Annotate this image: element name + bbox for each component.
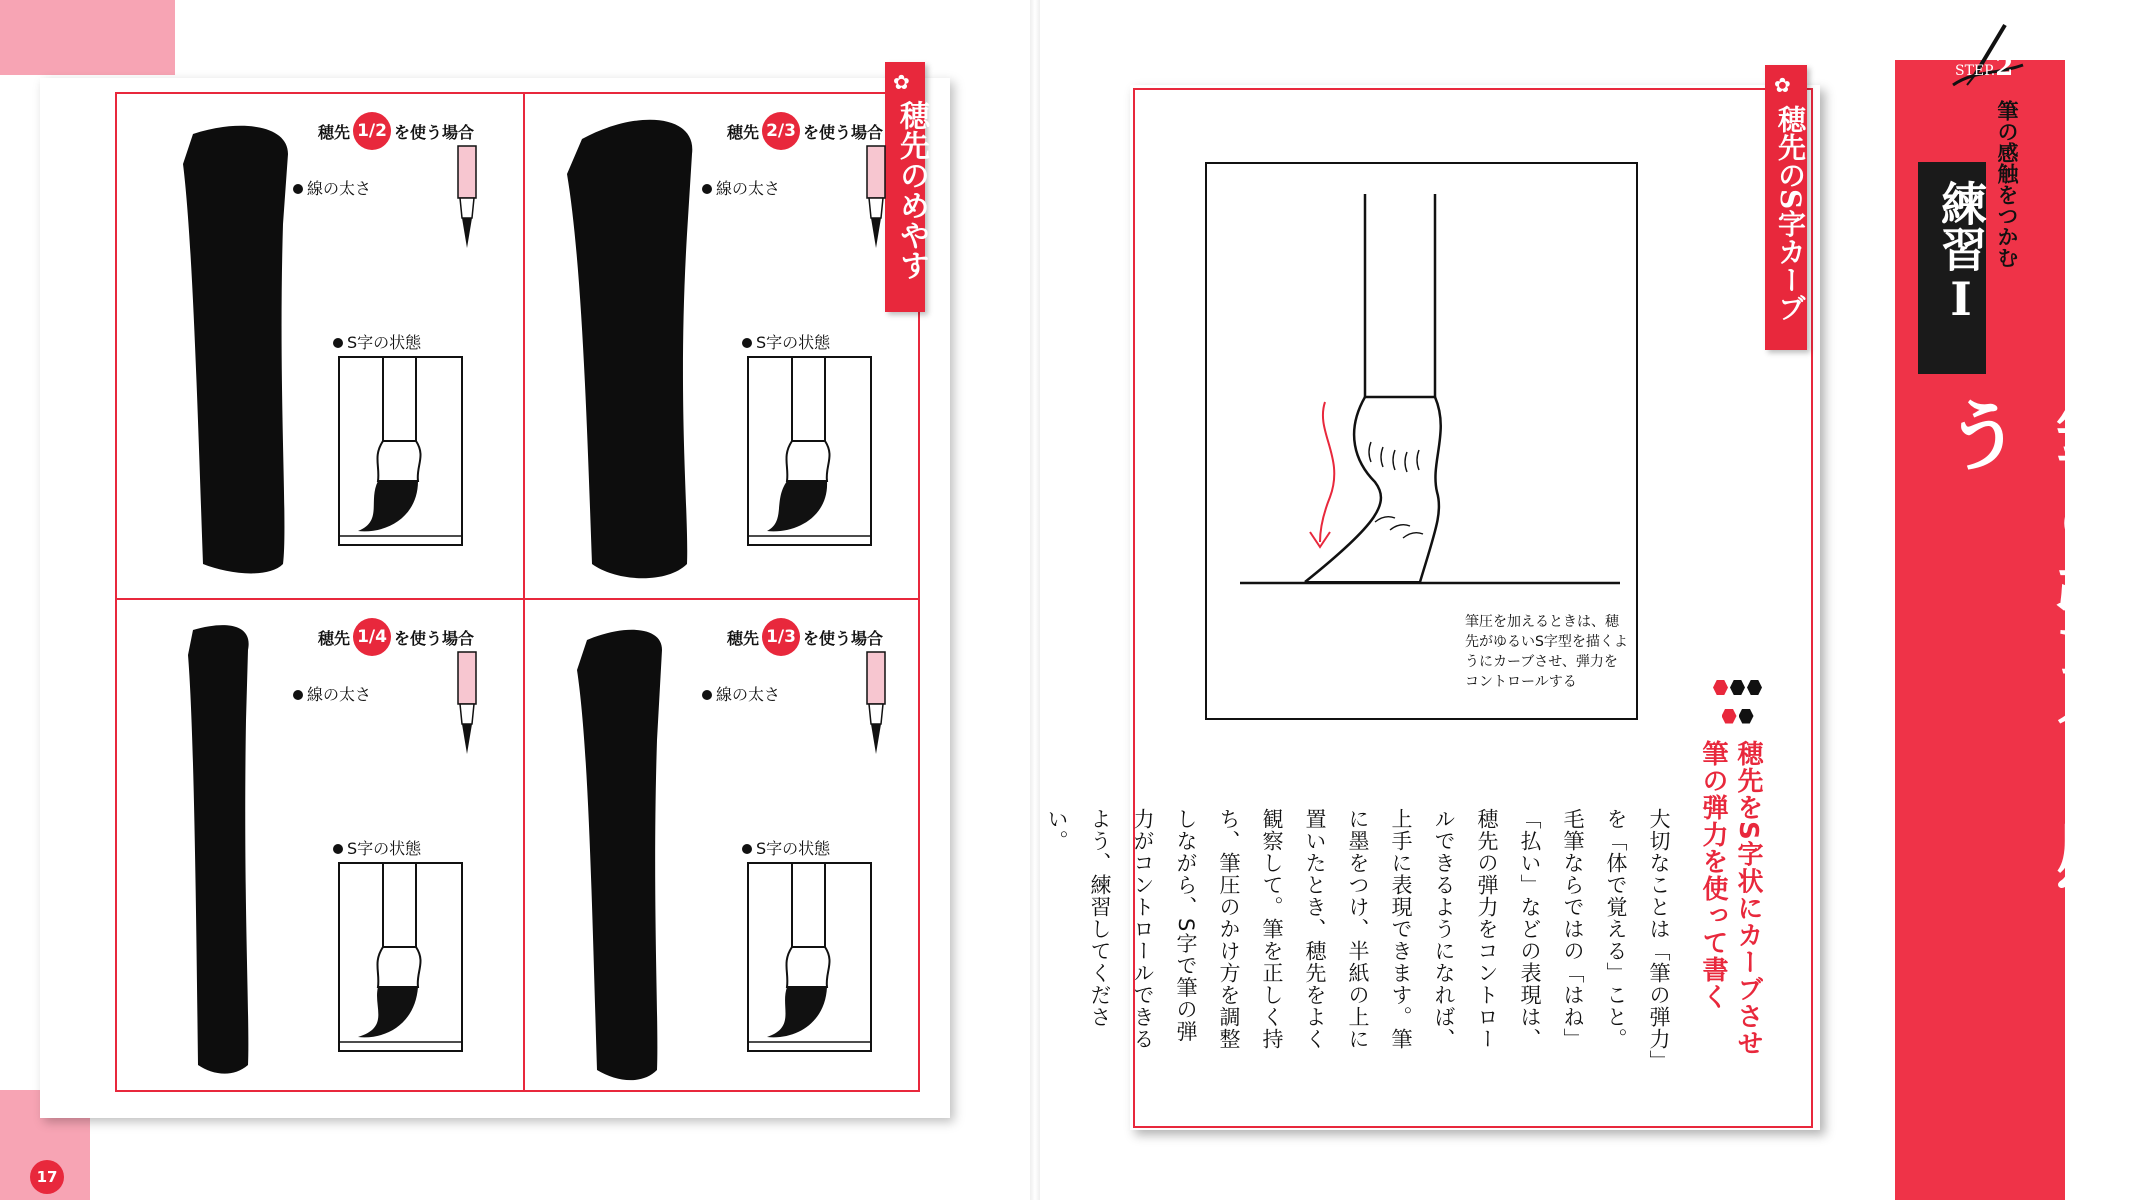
practice-panel [118,600,518,1100]
brush-stroke-sample [527,94,767,594]
state-label [742,836,830,859]
fraction-badge: 1/4 [353,618,391,656]
main-title: 筆の弾力を感じよう [1931,395,2133,1067]
practice-label: 練習Ⅰ [1934,180,1988,326]
state-text: S字の状態 [756,333,831,352]
s-curve-diagram [338,862,463,1052]
body-text: 大切なことは「筆の弾力」を「体で覚える」こと。毛筆ならではの「はね」「払い」などの表現は、穂先の弾力をコントロールできるようになれば、上手に表現できます。筆に墨をつけ、半紙の上に置いたとき、穂先をよく観察して。筆を正しく持ち、筆圧のかけ方を調整しながら、S字で筆の弾力がコントロールできるよう、練習してください。 [1045,808,1671,1062]
panel-prefix: 穂先 [727,628,760,648]
practice-panel [527,600,927,1100]
fraction-badge: 1/3 [762,618,800,656]
fraction-badge: 1/2 [353,112,391,150]
thickness-text: 線の太さ [716,685,781,704]
step-text: STEP. [1955,63,1996,79]
brush-illustration [1205,162,1638,562]
s-curve-diagram [338,356,463,546]
step-label [1955,52,2013,82]
flower-icon: ✿ [1774,73,1791,97]
thickness-text: 線の太さ [307,179,372,198]
panel-heading [727,112,883,150]
state-text: S字の状態 [347,839,422,858]
state-text: S字の状態 [347,333,422,352]
thickness-text: 線の太さ [716,179,781,198]
thickness-label [702,176,780,199]
panel-suffix: を使う場合 [394,628,475,648]
brush-stroke-sample [118,94,358,594]
section-heading-2: 筆の弾力を使って書く [1698,740,1728,1010]
flower-icon: ✿ [893,70,910,94]
grid-divider-v [523,92,525,1092]
panel-suffix: を使う場合 [803,628,884,648]
panel-prefix: 穂先 [318,122,351,142]
panel-prefix: 穂先 [318,628,351,648]
left-side-title: 穂先のめやす [894,100,929,280]
practice-panel [118,94,518,594]
thickness-label [702,682,780,705]
state-text: S字の状態 [756,839,831,858]
sidebar-subtitle: 筆の感触をつかむ [1995,100,2019,268]
panel-heading [318,618,474,656]
thickness-label [293,176,371,199]
brush-stroke-sample [118,600,358,1100]
thickness-text: 線の太さ [307,685,372,704]
brush-stroke-sample [527,600,767,1100]
state-label [333,836,421,859]
state-label [333,330,421,353]
panel-suffix: を使う場合 [803,122,884,142]
heading-hex-icon [1710,680,1765,735]
state-label [742,330,830,353]
illustration-caption: 筆圧を加えるときは、穂先がゆるいS字型を描くようにカーブさせ、弾力をコントロールする [1465,614,1628,690]
panel-prefix: 穂先 [727,122,760,142]
brush-icon [455,144,481,254]
right-side-title: 穂先のS字カーブ [1774,105,1807,322]
panel-suffix: を使う場合 [394,122,475,142]
page-number: 17 [36,1168,58,1186]
section-heading-1: 穂先をS字状にカーブさせ [1733,740,1763,1057]
practice-panel [527,94,927,594]
pink-corner-top-left [0,0,175,75]
panel-heading [727,618,883,656]
step-number: 2 [1995,52,2014,82]
brush-icon [455,650,481,760]
brush-icon [864,650,890,760]
page-gutter [1030,0,1040,1200]
s-curve-diagram [747,356,872,546]
page-number-badge [30,1160,64,1194]
thickness-label [293,682,371,705]
s-curve-diagram [747,862,872,1052]
fraction-badge: 2/3 [762,112,800,150]
brush-icon [864,144,890,254]
panel-heading [318,112,474,150]
